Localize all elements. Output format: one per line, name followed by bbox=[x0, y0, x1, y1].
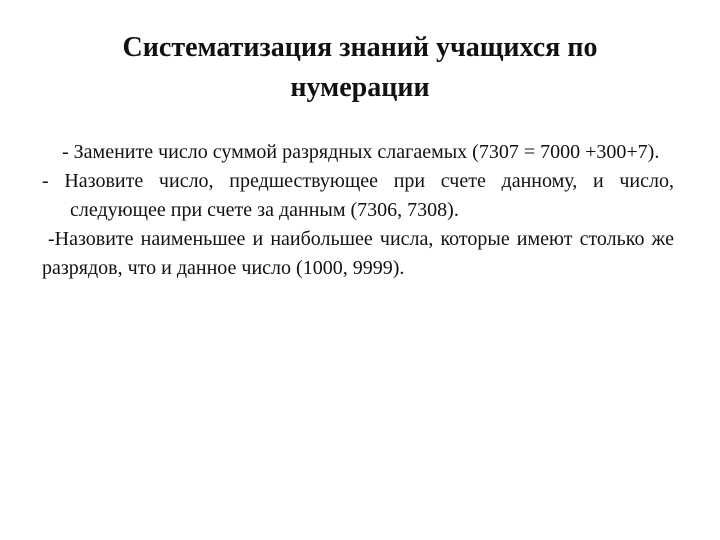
slide-body bbox=[42, 138, 674, 283]
task-item-2: - Назовите число, предшествующее при счете данному, и число, следующее при счете за данным (7306, 7308). bbox=[42, 170, 674, 221]
slide-title bbox=[40, 28, 680, 108]
task-item-3: -Назовите наименьшее и наибольшее числа, которые имеют столько же разрядов, что и данное число (1000, 9999). bbox=[42, 228, 674, 279]
slide-title-line-1: Систематизация знаний учащихся по bbox=[122, 32, 598, 63]
task-item-1: - Замените число суммой разрядных слагаемых (7307 = 7000 +300+7). bbox=[62, 141, 660, 163]
slide-title-line-2: нумерации bbox=[290, 72, 430, 103]
